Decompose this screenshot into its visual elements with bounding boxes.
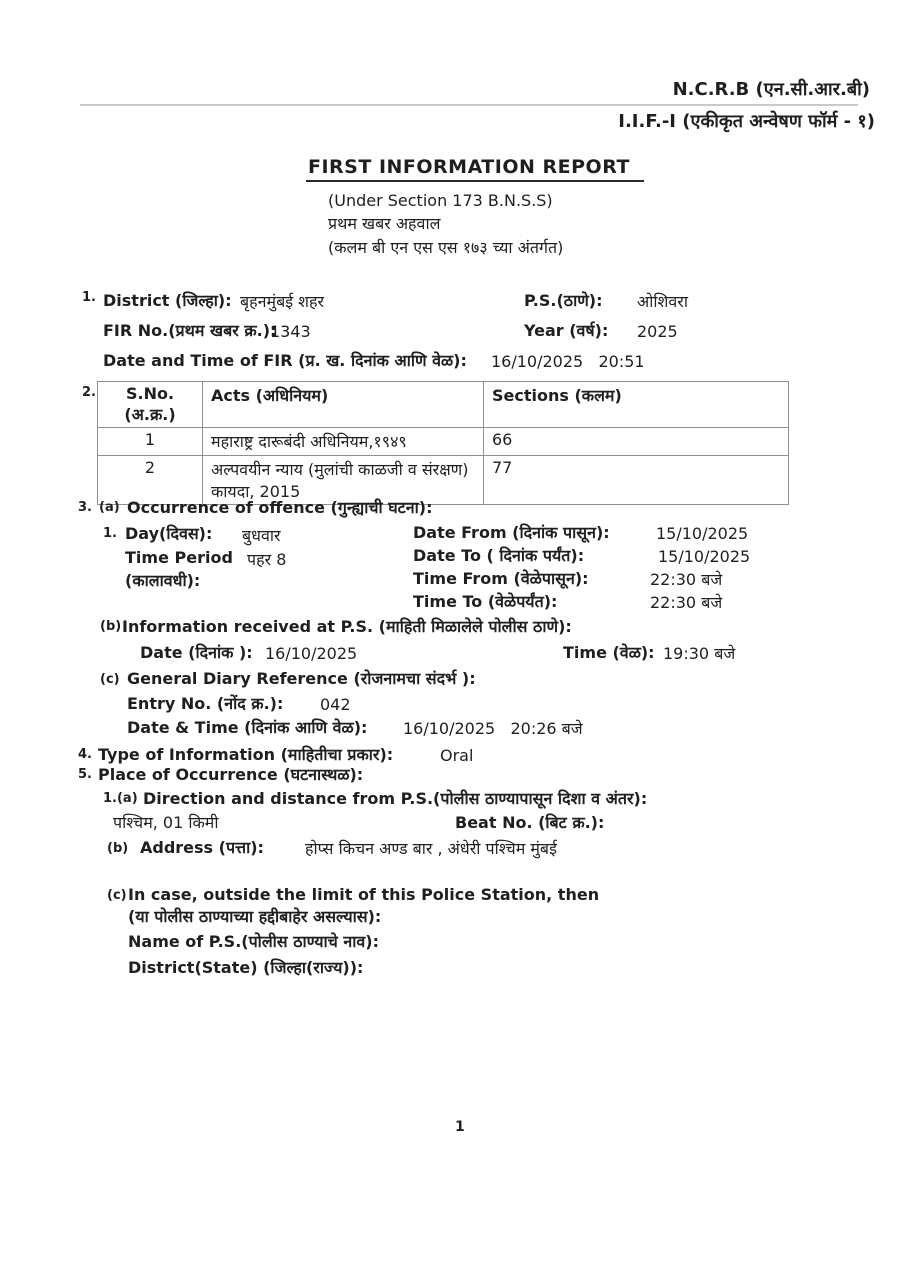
row2-sno: 2	[98, 456, 203, 505]
gd-reference-title: General Diary Reference (रोजनामचा संदर्भ ):	[127, 669, 476, 688]
received-date-label: Date (दिनांक ):	[140, 643, 253, 662]
place-of-occurrence-title: Place of Occurrence (घटनास्थळ):	[98, 765, 364, 784]
section3b-marker: (b)	[100, 619, 122, 634]
title-under-section: (Under Section 173 B.N.S.S)	[328, 191, 553, 210]
item1a-marker: 1.(a)	[103, 791, 138, 806]
time-to-value: 22:30 बजे	[650, 593, 723, 612]
section5c-marker: (c)	[107, 888, 127, 903]
page-title-text: FIRST INFORMATION REPORT	[306, 156, 644, 182]
ps-value: ओशिवरा	[637, 292, 688, 311]
received-time-label: Time (वेळ):	[563, 643, 655, 662]
page-title	[306, 156, 644, 180]
address-label: Address (पत्ता):	[140, 838, 264, 857]
section5b-marker: (b)	[107, 841, 129, 856]
year-label: Year (वर्ष):	[524, 321, 609, 340]
col-header-acts: Acts (अधिनियम)	[203, 382, 484, 428]
fir-no-value: 1343	[270, 322, 311, 341]
district-label: District (जिल्हा):	[103, 291, 232, 310]
date-from-value: 15/10/2025	[656, 524, 749, 543]
time-from-value: 22:30 बजे	[650, 570, 723, 589]
entry-no-label: Entry No. (नोंद क्र.):	[127, 694, 284, 713]
item1-number: 1.	[103, 526, 117, 541]
section2-number: 2.	[82, 385, 96, 400]
gd-datetime-value: 16/10/2025 20:26 बजे	[403, 719, 583, 738]
fir-no-label: FIR No.(प्रथम खबर क्र.):	[103, 321, 277, 340]
direction-distance-label: Direction and distance from P.S.(पोलीस ठाण्यापासून दिशा व अंतर):	[143, 789, 648, 808]
time-to-label: Time To (वेळेपर्यंत):	[413, 592, 558, 611]
col-header-sno-en: S.No.	[125, 384, 175, 403]
entry-no-value: 042	[320, 695, 351, 714]
gd-datetime-label: Date & Time (दिनांक आणि वेळ):	[127, 718, 368, 737]
fir-datetime-label: Date and Time of FIR (प्र. ख. दिनांक आणि वेळ):	[103, 351, 467, 370]
type-of-information-label: Type of Information (माहितीचा प्रकार):	[98, 745, 394, 764]
row1-act: महाराष्ट्र दारूबंदी अधिनियम,१९४९	[203, 428, 484, 456]
address-value: होप्स किचन अण्ड बार , अंधेरी पश्चिम मुंबई	[305, 839, 557, 858]
date-to-label: Date To ( दिनांक पर्यंत):	[413, 546, 585, 565]
row2-section: 77	[484, 456, 789, 505]
section3-number: 3.	[78, 500, 92, 515]
time-period-value: पहर 8	[247, 550, 287, 569]
fir-datetime-value: 16/10/2025 20:51	[491, 352, 645, 371]
occurrence-title: Occurrence of offence (गुन्ह्याची घटना):	[127, 498, 433, 517]
section3a-marker: (a)	[99, 500, 120, 515]
time-period-label2: (कालावधी):	[125, 571, 201, 590]
date-from-label: Date From (दिनांक पासून):	[413, 523, 610, 542]
time-period-label: Time Period	[125, 548, 233, 567]
direction-distance-value: पश्चिम, 01 किमी	[113, 813, 219, 832]
page-number: 1	[455, 1119, 465, 1135]
title-marathi-section: (कलम बी एन एस एस १७३ च्या अंतर्गत)	[328, 238, 564, 257]
row2-act: अल्पवयीन न्याय (मुलांची काळजी व संरक्षण) कायदा, 2015	[203, 456, 484, 505]
table-row	[98, 428, 789, 456]
received-time-value: 19:30 बजे	[663, 644, 736, 663]
name-of-ps-label: Name of P.S.(पोलीस ठाण्याचे नाव):	[128, 932, 380, 951]
section1-number: 1.	[82, 290, 96, 305]
ps-label: P.S.(ठाणे):	[524, 291, 603, 310]
header-divider	[80, 104, 858, 106]
date-to-value: 15/10/2025	[658, 547, 751, 566]
beat-no-label: Beat No. (बिट क्र.):	[455, 813, 605, 832]
section5-number: 5.	[78, 767, 92, 782]
district-state-label: District(State) (जिल्हा(राज्य)):	[128, 958, 364, 977]
col-header-sno	[98, 382, 203, 428]
day-label: Day(दिवस):	[125, 524, 213, 543]
outside-limit-line1: In case, outside the limit of this Police Station, then	[128, 885, 600, 904]
col-header-sno-mr: (अ.क्र.)	[124, 405, 176, 424]
acts-sections-table	[97, 381, 789, 505]
info-received-title: Information received at P.S. (माहिती मिळालेले पोलीस ठाणे):	[122, 617, 572, 636]
day-value: बुधवार	[242, 526, 281, 545]
section3c-marker: (c)	[100, 672, 120, 687]
row1-section: 66	[484, 428, 789, 456]
district-value: बृहनमुंबई शहर	[240, 292, 325, 311]
time-from-label: Time From (वेळेपासून):	[413, 569, 589, 588]
table-header-row	[98, 382, 789, 428]
type-of-information-value: Oral	[440, 746, 474, 765]
title-marathi: प्रथम खबर अहवाल	[328, 214, 441, 233]
year-value: 2025	[637, 322, 678, 341]
iif-header: I.I.F.-I (एकीकृत अन्वेषण फॉर्म - १)	[618, 111, 875, 132]
ncrb-header: N.C.R.B (एन.सी.आर.बी)	[672, 79, 870, 100]
received-date-value: 16/10/2025	[265, 644, 358, 663]
section4-number: 4.	[78, 747, 92, 762]
col-header-sections: Sections (कलम)	[484, 382, 789, 428]
row1-sno: 1	[98, 428, 203, 456]
outside-limit-line2: (या पोलीस ठाण्याच्या हद्दीबाहेर असल्यास):	[128, 907, 382, 926]
